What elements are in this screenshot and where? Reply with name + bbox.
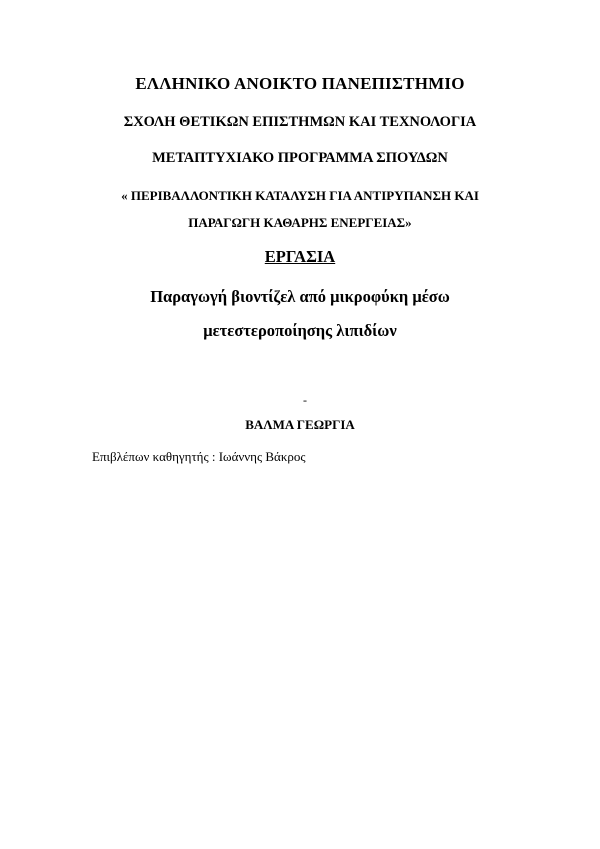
author-name: ΒΑΛΜΑ ΓΕΩΡΓΙΑ bbox=[245, 417, 355, 432]
university-name: ΕΛΛΗΝΙΚΟ ΑΝΟΙΚΤΟ ΠΑΝΕΠΙΣΤΗΜΙΟ bbox=[135, 74, 465, 93]
separator-dash: - bbox=[303, 393, 307, 407]
thesis-title-line-1: Παραγωγή βιοντίζελ από μικροφύκη μέσω bbox=[150, 287, 450, 306]
program-name: ΜΕΤΑΠΤΥΧΙΑΚΟ ΠΡΟΓΡΑΜΜΑ ΣΠΟΥΔΩΝ bbox=[152, 150, 448, 166]
supervisor-line: Επιβλέπων καθηγητής : Ιωάννης Βάκρος bbox=[92, 449, 306, 464]
course-title-line-1: « ΠΕΡΙΒΑΛΛΟΝΤΙΚΗ ΚΑΤΑΛΥΣΗ ΓΙΑ ΑΝΤΙΡΥΠΑΝΣΗ ΚΑΙ bbox=[121, 188, 479, 203]
document-label: ΕΡΓΑΣΙΑ bbox=[264, 247, 336, 266]
school-name: ΣΧΟΛΗ ΘΕΤΙΚΩΝ ΕΠΙΣΤΗΜΩΝ ΚΑΙ ΤΕΧΝΟΛΟΓΙΑ bbox=[123, 114, 477, 130]
thesis-title-line-2: μετεστεροποίησης λιπιδίων bbox=[203, 321, 397, 340]
course-title-line-2: ΠΑΡΑΓΩΓΗ ΚΑΘΑΡΗΣ ΕΝΕΡΓΕΙΑΣ» bbox=[188, 215, 412, 230]
